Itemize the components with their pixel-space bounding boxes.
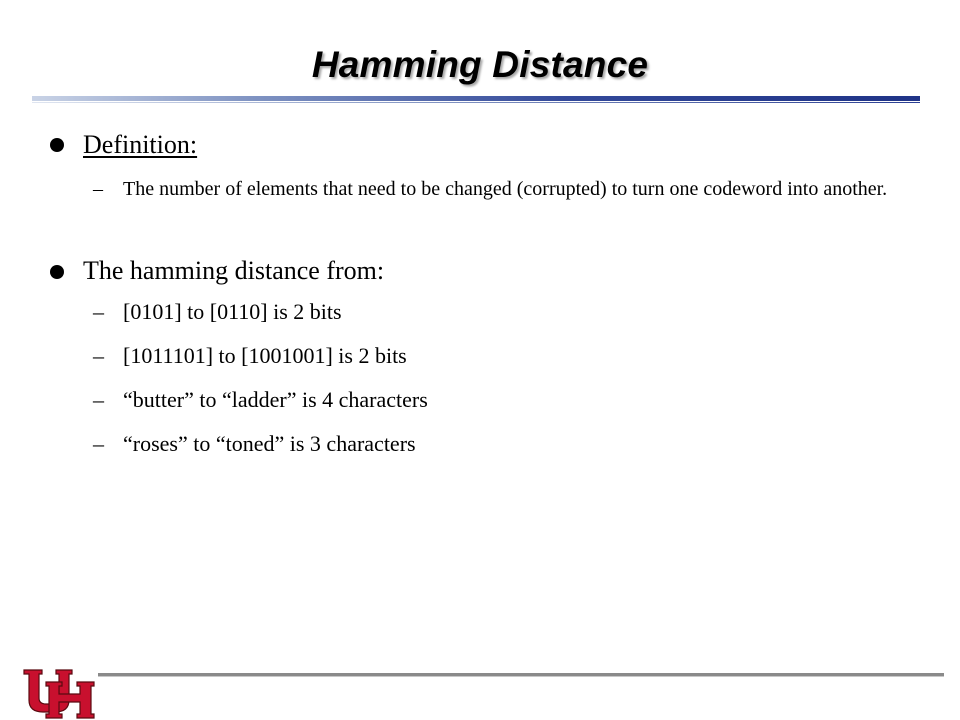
- dash-marker: –: [93, 178, 103, 200]
- bullet-icon: [50, 265, 64, 279]
- dash-marker: –: [93, 431, 104, 456]
- example-item: “butter” to “ladder” is 4 characters: [123, 387, 428, 412]
- dash-marker: –: [93, 387, 104, 412]
- title-underline-thick: [32, 96, 920, 101]
- footer-rule: [98, 673, 944, 677]
- bullet-hamming-distance: The hamming distance from:: [83, 256, 385, 285]
- bullet-definition: Definition:: [83, 130, 198, 159]
- example-item: [1011101] to [1001001] is 2 bits: [123, 343, 407, 368]
- bullet-icon: [50, 138, 64, 152]
- slide-title: Hamming Distance: [311, 44, 649, 85]
- title-underline-thin: [32, 102, 920, 103]
- uh-logo-icon: [22, 664, 96, 720]
- dash-marker: –: [93, 299, 104, 324]
- title-underline: [32, 96, 920, 104]
- definition-text: The number of elements that need to be changed (corrupted) to turn one codeword into another.: [123, 178, 888, 200]
- example-item: “roses” to “toned” is 3 characters: [123, 431, 416, 456]
- example-item: [0101] to [0110] is 2 bits: [123, 299, 342, 324]
- dash-marker: –: [93, 343, 104, 368]
